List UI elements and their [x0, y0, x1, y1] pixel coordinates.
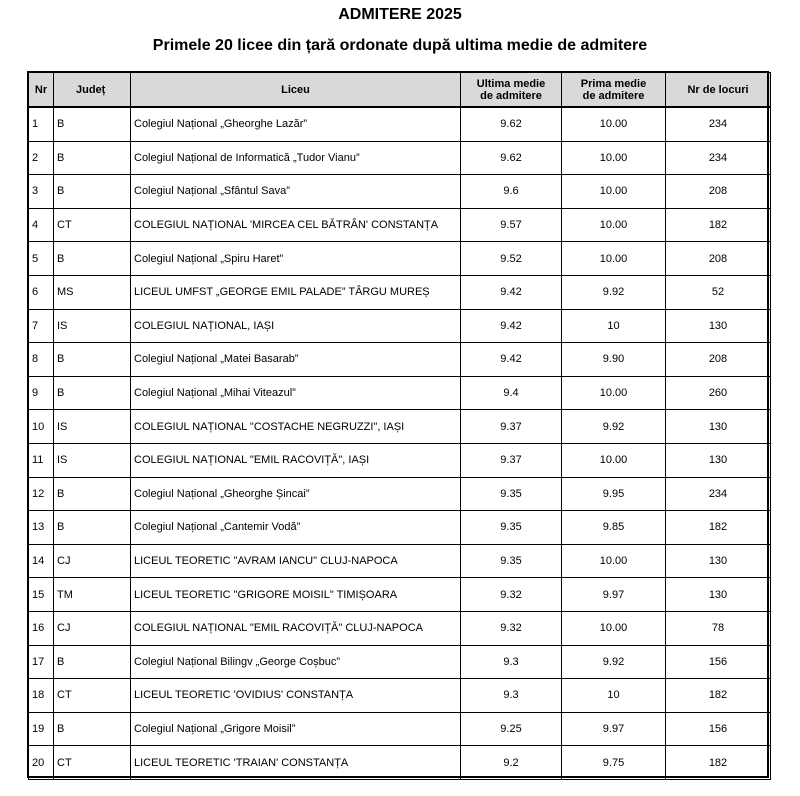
header-prima-line2: de admitere	[582, 89, 645, 102]
cell-nr: 12	[29, 477, 54, 511]
cell-ultima-medie: 9.35	[461, 544, 562, 578]
cell-ultima-medie: 9.6	[461, 175, 562, 209]
cell-liceu: COLEGIUL NAȚIONAL "EMIL RACOVIȚĂ", IAȘI	[131, 443, 461, 477]
cell-nr: 20	[29, 746, 54, 780]
cell-ultima-medie: 9.52	[461, 242, 562, 276]
page-title: ADMITERE 2025	[338, 6, 462, 23]
cell-ultima-medie: 9.32	[461, 611, 562, 645]
cell-ultima-medie: 9.42	[461, 309, 562, 343]
cell-prima-medie: 9.92	[562, 410, 666, 444]
cell-liceu: Colegiul Național „Spiru Haret”	[131, 242, 461, 276]
cell-judet: TM	[54, 578, 131, 612]
cell-judet: B	[54, 477, 131, 511]
cell-nr: 15	[29, 578, 54, 612]
cell-judet: CT	[54, 746, 131, 780]
cell-nr: 10	[29, 410, 54, 444]
table-row	[29, 208, 771, 242]
cell-nr: 11	[29, 443, 54, 477]
cell-nr-locuri: 130	[666, 309, 771, 343]
cell-judet: CJ	[54, 544, 131, 578]
cell-liceu: Colegiul Național „Cantemir Vodă”	[131, 511, 461, 545]
header-judet: Județ	[54, 73, 131, 108]
cell-nr: 7	[29, 309, 54, 343]
cell-ultima-medie: 9.42	[461, 343, 562, 377]
cell-ultima-medie: 9.37	[461, 410, 562, 444]
cell-prima-medie: 9.90	[562, 343, 666, 377]
header-ultima-medie	[461, 73, 562, 108]
cell-prima-medie: 10.00	[562, 208, 666, 242]
cell-judet: MS	[54, 275, 131, 309]
cell-nr-locuri: 182	[666, 208, 771, 242]
cell-nr: 17	[29, 645, 54, 679]
cell-judet: B	[54, 376, 131, 410]
table-row	[29, 645, 771, 679]
cell-liceu: Colegiul Național de Informatică „Tudor Vianu”	[131, 141, 461, 175]
cell-nr-locuri: 234	[666, 107, 771, 141]
table-row	[29, 578, 771, 612]
cell-nr-locuri: 234	[666, 477, 771, 511]
cell-ultima-medie: 9.35	[461, 477, 562, 511]
cell-nr: 19	[29, 712, 54, 746]
cell-prima-medie: 9.97	[562, 712, 666, 746]
table-row	[29, 175, 771, 209]
cell-nr: 3	[29, 175, 54, 209]
table-row	[29, 309, 771, 343]
cell-nr: 14	[29, 544, 54, 578]
cell-nr-locuri: 52	[666, 275, 771, 309]
page-subtitle: Primele 20 licee din țară ordonate după ultima medie de admitere	[152, 37, 648, 54]
cell-nr-locuri: 208	[666, 242, 771, 276]
cell-nr-locuri: 130	[666, 544, 771, 578]
table-row	[29, 611, 771, 645]
cell-prima-medie: 10.00	[562, 544, 666, 578]
table-row	[29, 141, 771, 175]
cell-liceu: LICEUL TEORETIC "GRIGORE MOISIL" TIMIȘOARA	[131, 578, 461, 612]
table-row	[29, 477, 771, 511]
cell-nr-locuri: 156	[666, 645, 771, 679]
cell-ultima-medie: 9.3	[461, 645, 562, 679]
cell-ultima-medie: 9.4	[461, 376, 562, 410]
cell-liceu: COLEGIUL NAȚIONAL 'MIRCEA CEL BĂTRÂN' CONSTANȚA	[131, 208, 461, 242]
header-ultima-line1: Ultima medie	[476, 77, 546, 90]
cell-prima-medie: 10.00	[562, 611, 666, 645]
cell-nr-locuri: 156	[666, 712, 771, 746]
cell-liceu: Colegiul Național „Gheorghe Lazăr”	[131, 107, 461, 141]
table-row	[29, 544, 771, 578]
cell-nr: 13	[29, 511, 54, 545]
header-row	[29, 73, 771, 108]
cell-ultima-medie: 9.35	[461, 511, 562, 545]
header-nr: Nr	[29, 73, 54, 108]
admission-table	[28, 72, 771, 780]
header-prima-line1: Prima medie	[580, 77, 647, 90]
cell-nr-locuri: 260	[666, 376, 771, 410]
table-header	[29, 73, 771, 108]
cell-nr-locuri: 208	[666, 343, 771, 377]
table-row	[29, 410, 771, 444]
cell-prima-medie: 10	[562, 679, 666, 713]
cell-nr: 9	[29, 376, 54, 410]
cell-judet: B	[54, 175, 131, 209]
cell-nr: 2	[29, 141, 54, 175]
cell-judet: B	[54, 107, 131, 141]
cell-judet: B	[54, 511, 131, 545]
cell-nr: 18	[29, 679, 54, 713]
cell-ultima-medie: 9.42	[461, 275, 562, 309]
header-prima-medie	[562, 73, 666, 108]
cell-prima-medie: 10.00	[562, 175, 666, 209]
table-row	[29, 443, 771, 477]
cell-judet: IS	[54, 410, 131, 444]
cell-prima-medie: 10.00	[562, 376, 666, 410]
cell-prima-medie: 9.97	[562, 578, 666, 612]
cell-nr-locuri: 182	[666, 746, 771, 780]
cell-ultima-medie: 9.57	[461, 208, 562, 242]
cell-judet: CJ	[54, 611, 131, 645]
cell-judet: B	[54, 712, 131, 746]
cell-ultima-medie: 9.62	[461, 107, 562, 141]
header-ultima-line2: de admitere	[480, 89, 542, 102]
cell-liceu: LICEUL TEORETIC 'TRAIAN' CONSTANȚA	[131, 746, 461, 780]
table-body	[29, 107, 771, 779]
cell-nr-locuri: 234	[666, 141, 771, 175]
cell-nr: 5	[29, 242, 54, 276]
cell-judet: B	[54, 141, 131, 175]
cell-liceu: Colegiul Național „Gheorghe Șincai”	[131, 477, 461, 511]
cell-nr-locuri: 130	[666, 410, 771, 444]
table-row	[29, 275, 771, 309]
cell-nr: 8	[29, 343, 54, 377]
cell-prima-medie: 9.75	[562, 746, 666, 780]
table-row	[29, 746, 771, 780]
cell-nr-locuri: 182	[666, 679, 771, 713]
cell-judet: IS	[54, 309, 131, 343]
cell-nr-locuri: 182	[666, 511, 771, 545]
table-row	[29, 242, 771, 276]
cell-prima-medie: 9.92	[562, 275, 666, 309]
table-row	[29, 712, 771, 746]
cell-judet: IS	[54, 443, 131, 477]
cell-judet: CT	[54, 208, 131, 242]
cell-liceu: COLEGIUL NAȚIONAL "EMIL RACOVIȚĂ" CLUJ-NAPOCA	[131, 611, 461, 645]
cell-judet: B	[54, 343, 131, 377]
cell-liceu: Colegiul Național „Grigore Moisil”	[131, 712, 461, 746]
cell-liceu: Colegiul Național „Sfântul Sava”	[131, 175, 461, 209]
header-liceu: Liceu	[131, 73, 461, 108]
cell-liceu: COLEGIUL NAȚIONAL, IAȘI	[131, 309, 461, 343]
cell-prima-medie: 10	[562, 309, 666, 343]
cell-nr: 6	[29, 275, 54, 309]
cell-nr: 16	[29, 611, 54, 645]
cell-liceu: Colegiul Național „Mihai Viteazul”	[131, 376, 461, 410]
cell-judet: B	[54, 645, 131, 679]
cell-nr-locuri: 78	[666, 611, 771, 645]
cell-liceu: Colegiul Național Bilingv „George Coșbuc”	[131, 645, 461, 679]
cell-liceu: Colegiul Național „Matei Basarab”	[131, 343, 461, 377]
cell-judet: B	[54, 242, 131, 276]
cell-prima-medie: 10.00	[562, 443, 666, 477]
cell-ultima-medie: 9.3	[461, 679, 562, 713]
cell-ultima-medie: 9.37	[461, 443, 562, 477]
cell-ultima-medie: 9.25	[461, 712, 562, 746]
cell-prima-medie: 10.00	[562, 107, 666, 141]
table-row	[29, 376, 771, 410]
table-row	[29, 511, 771, 545]
cell-nr-locuri: 208	[666, 175, 771, 209]
table-row	[29, 343, 771, 377]
cell-prima-medie: 9.95	[562, 477, 666, 511]
cell-ultima-medie: 9.2	[461, 746, 562, 780]
table-row	[29, 679, 771, 713]
cell-ultima-medie: 9.32	[461, 578, 562, 612]
cell-nr: 4	[29, 208, 54, 242]
cell-prima-medie: 9.92	[562, 645, 666, 679]
header-nr-locuri: Nr de locuri	[666, 73, 771, 108]
cell-judet: CT	[54, 679, 131, 713]
cell-nr-locuri: 130	[666, 578, 771, 612]
cell-liceu: COLEGIUL NAȚIONAL "COSTACHE NEGRUZZI", IAȘI	[131, 410, 461, 444]
table-row	[29, 107, 771, 141]
cell-liceu: LICEUL UMFST „GEORGE EMIL PALADE” TÂRGU MUREȘ	[131, 275, 461, 309]
cell-prima-medie: 9.85	[562, 511, 666, 545]
cell-prima-medie: 10.00	[562, 242, 666, 276]
cell-liceu: LICEUL TEORETIC 'OVIDIUS' CONSTANȚA	[131, 679, 461, 713]
cell-nr-locuri: 130	[666, 443, 771, 477]
cell-prima-medie: 10.00	[562, 141, 666, 175]
cell-liceu: LICEUL TEORETIC "AVRAM IANCU" CLUJ-NAPOCA	[131, 544, 461, 578]
cell-ultima-medie: 9.62	[461, 141, 562, 175]
cell-nr: 1	[29, 107, 54, 141]
